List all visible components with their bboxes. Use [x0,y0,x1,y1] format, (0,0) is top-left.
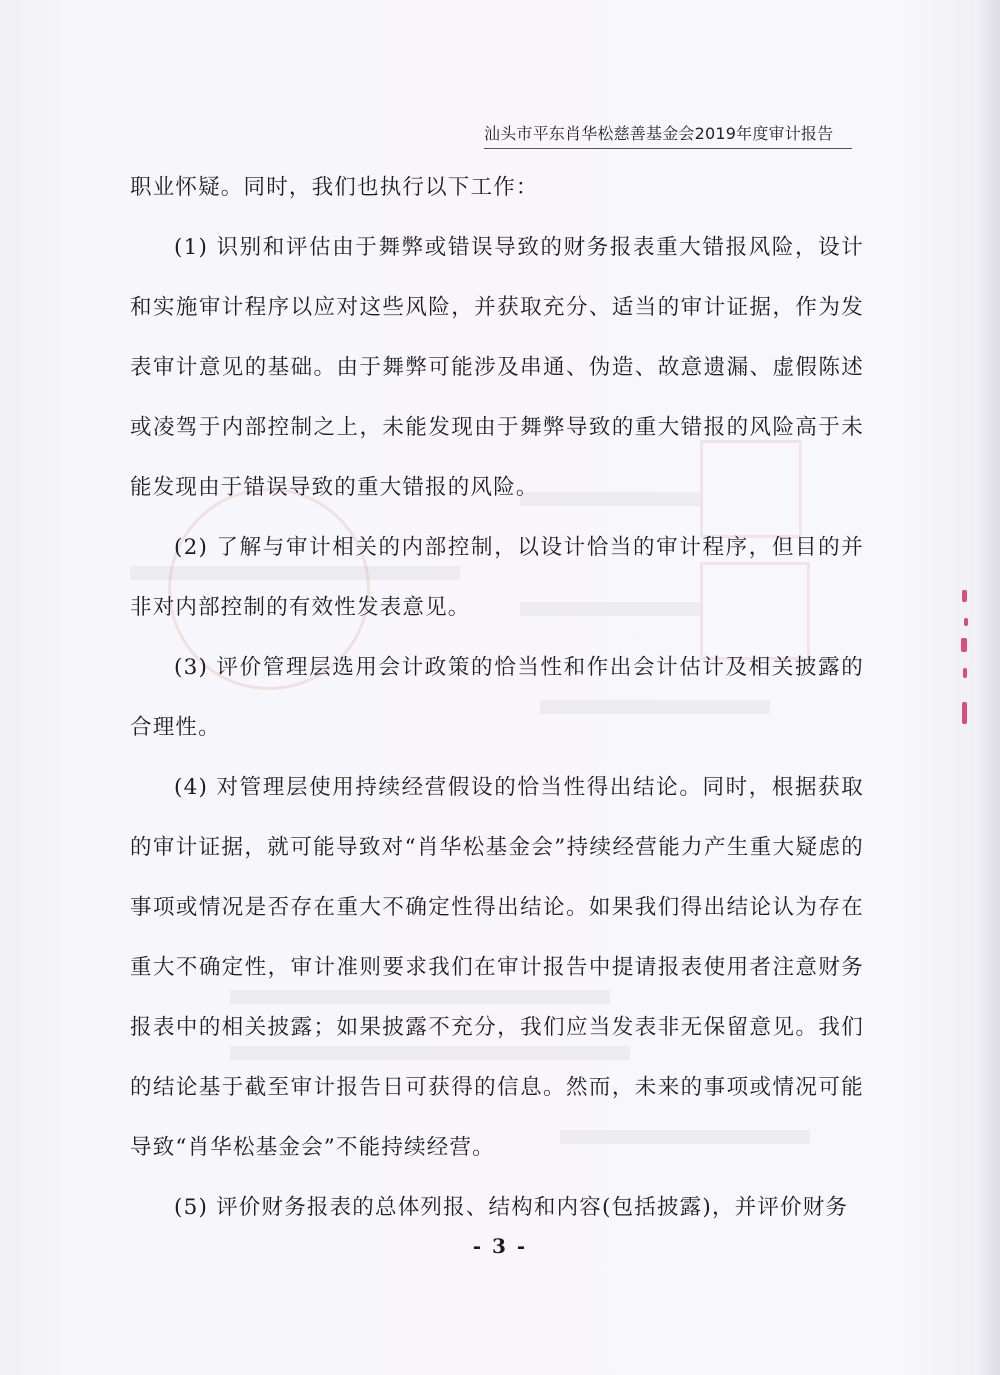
report-header: 汕头市平东肖华松慈善基金会2019年度审计报告 [484,124,834,143]
paragraph-item-2: (2) 了解与审计相关的内部控制，以设计恰当的审计程序，但目的并非对内部控制的有效性发表意见。 [130,535,864,620]
page-edge-shadow [974,0,1000,1375]
paragraph-intro: 职业怀疑。同时，我们也执行以下工作： [130,175,539,200]
paragraph-item-3: (3) 评价管理层选用会计政策的恰当性和作出会计估计及相关披露的合理性。 [130,655,864,740]
paragraph-item-5: (5) 评价财务报表的总体列报、结构和内容(包括披露)，并评价财务 [174,1195,849,1220]
page-number: - 3 - [472,1234,528,1258]
paragraph-item-4: (4) 对管理层使用持续经营假设的恰当性得出结论。同时，根据获取的审计证据，就可能导致对“肖华松基金会”持续经营能力产生重大疑虑的事项或情况是否存在重大不确定性得出结论。如果我们得出结论认为存在重大不确定性，审计准则要求我们在审计报告中提请报表使用者注意财务报表中的相关披露；如果披露不充分，我们应当发表非无保留意见。我们的结论基于截至审计报告日可获得的信息。然而，未来的事项或情况可能导致“肖华松基金会”不能持续经营。 [130,775,864,1160]
binding-edge-marks [958,590,972,740]
paragraph-item-1: (1) 识别和评估由于舞弊或错误导致的财务报表重大错报风险，设计和实施审计程序以应对这些风险，并获取充分、适当的审计证据，作为发表审计意见的基础。由于舞弊可能涉及串通、伪造、故意遗漏、虚假陈述或凌驾于内部控制之上，未能发现由于舞弊导致的重大错报的风险高于未能发现由于错误导致的重大错报的风险。 [130,235,864,500]
header-divider [484,148,852,149]
